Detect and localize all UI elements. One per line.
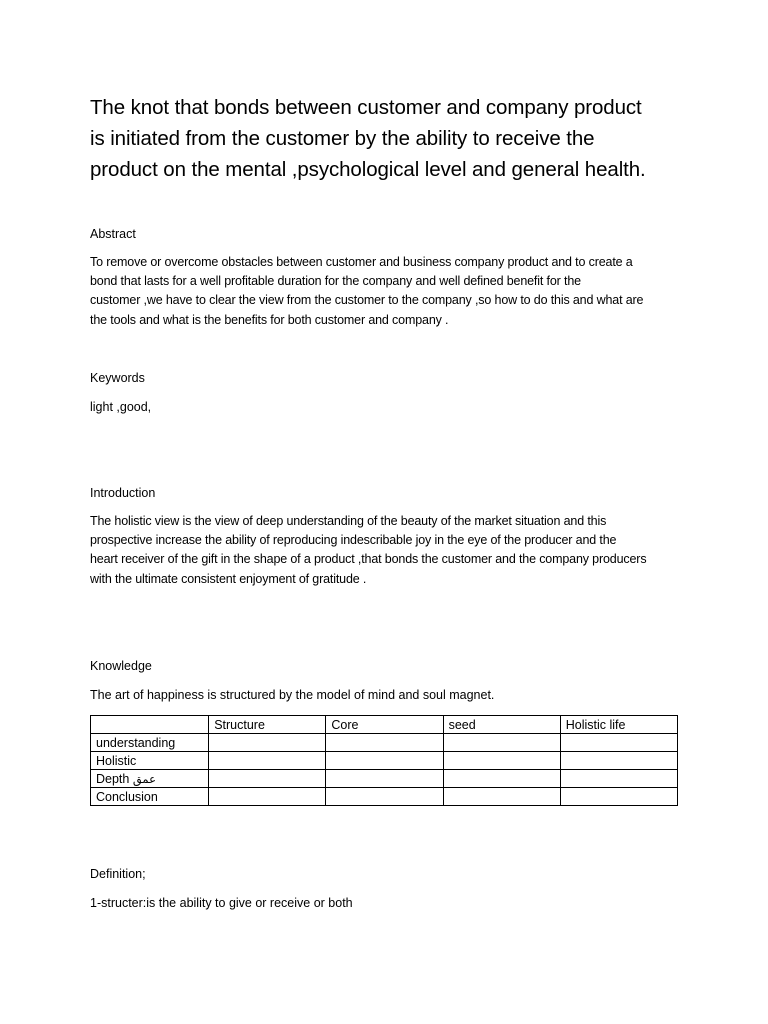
introduction-line: with the ultimate consistent enjoyment of gratitude . [90,571,367,586]
table-row [91,734,678,752]
table-cell [443,752,560,770]
keywords-text: light ,good, [90,400,152,414]
keywords-heading: Keywords [90,371,145,385]
table-row-label [91,734,209,752]
knowledge-table [90,715,678,806]
abstract-line: To remove or overcome obstacles between customer and business company product and to create a [90,255,633,269]
row-label-text: Depth [96,771,133,786]
table-row-label [91,770,209,788]
title-line: product on the mental ,psychological level and general health. [90,158,646,181]
table-header-cell: Structure [209,716,326,734]
table-row [91,770,678,788]
table-cell [443,788,560,806]
table-cell [209,734,326,752]
table-cell [560,752,677,770]
abstract-line: bond that lasts for a well profitable duration for the company and well defined benefit for the [90,274,581,289]
introduction-paragraph [90,512,690,589]
table-cell [326,734,443,752]
table-cell [560,734,677,752]
table-cell [209,752,326,770]
table-cell [209,788,326,806]
title-line: is initiated from the customer by the ability to receive the [90,127,595,150]
introduction-heading: Introduction [90,486,156,500]
abstract-line: customer ,we have to clear the view from the customer to the company ,so how to do this and what are [90,293,644,308]
table-header-cell: seed [443,716,560,734]
table-cell [560,788,677,806]
table-cell [560,770,677,788]
table-header-cell: Holistic life [560,716,677,734]
row-label-text: Holistic [96,753,137,768]
row-label-text: understanding [96,735,176,750]
table-header-cell [91,716,209,734]
table-cell [443,770,560,788]
table-cell [326,752,443,770]
title-line: The knot that bonds between customer and company product [90,96,642,119]
abstract-heading: Abstract [90,227,136,241]
abstract-paragraph [90,253,690,330]
table-header-cell: Core [326,716,443,734]
table-cell [326,788,443,806]
introduction-line: The holistic view is the view of deep understanding of the beauty of the market situation and this [90,514,607,528]
table-row [91,752,678,770]
definition-heading: Definition; [90,867,146,881]
table-cell [209,770,326,788]
table-row-label [91,788,209,806]
table-header-row [91,716,678,734]
table-row [91,788,678,806]
definition-text: 1-structer:is the ability to give or receive or both [90,896,353,910]
introduction-line: prospective increase the ability of reproducing indescribable joy in the eye of the producer and the [90,533,617,548]
document-title [90,92,700,185]
introduction-line: heart receiver of the gift in the shape of a product ,that bonds the customer and the company producers [90,552,647,567]
table-cell [443,734,560,752]
row-label-text: Conclusion [96,789,158,804]
abstract-line: the tools and what is the benefits for both customer and company . [90,312,449,327]
knowledge-text: The art of happiness is structured by the model of mind and soul magnet. [90,688,495,702]
table-row-label [91,752,209,770]
row-label-suffix: عمق [132,771,156,786]
table-cell [326,770,443,788]
knowledge-heading: Knowledge [90,659,152,673]
